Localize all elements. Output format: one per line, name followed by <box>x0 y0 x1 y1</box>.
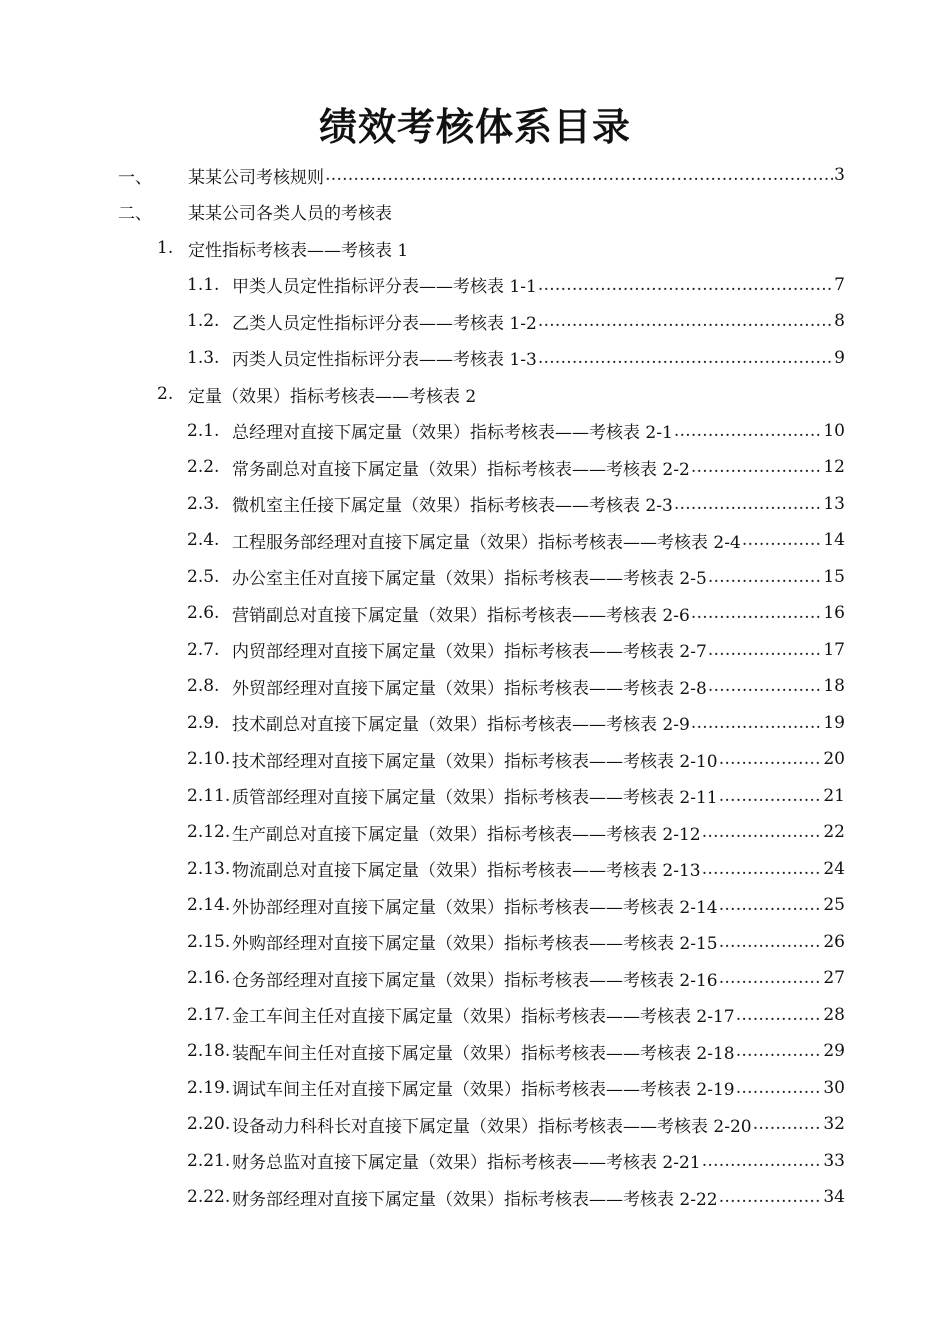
toc-entry-title: 调试车间主任对直接下属定量（效果）指标考核表——考核表 2-19 <box>232 1080 735 1100</box>
toc-entry-number: 2.18. <box>187 1041 231 1061</box>
toc-dot-leader <box>753 1114 823 1134</box>
toc-dot-leader <box>702 822 823 842</box>
toc-dot-leader <box>708 640 823 660</box>
toc-dot-leader <box>538 275 833 295</box>
toc-entry[interactable] <box>187 452 845 482</box>
toc-page-number: 26 <box>823 931 845 952</box>
toc-entry-number: 2.2. <box>187 457 220 477</box>
toc-dot-leader <box>736 1041 823 1061</box>
toc-dot-leader <box>719 895 823 915</box>
toc-entry-title: 工程服务部经理对直接下属定量（效果）指标考核表——考核表 2-4 <box>232 532 741 553</box>
toc-dot-leader <box>538 311 833 331</box>
toc-entry[interactable] <box>187 306 845 336</box>
toc-entry-title: 外协部经理对直接下属定量（效果）指标考核表——考核表 2-14 <box>232 897 718 918</box>
toc-entry[interactable] <box>187 270 845 300</box>
toc-page-number: 12 <box>823 457 845 477</box>
toc-dot-leader <box>702 859 823 879</box>
toc-entry-number: 1. <box>157 238 174 258</box>
toc-page-number: 17 <box>823 639 845 660</box>
toc-entry[interactable] <box>187 890 845 920</box>
toc-page-number: 27 <box>823 968 845 988</box>
toc-entry-number: 2.6. <box>187 603 220 623</box>
toc-entry-number: 2.9. <box>187 712 220 733</box>
toc-dot-leader <box>708 567 823 587</box>
toc-dot-leader <box>708 676 823 696</box>
toc-entry-number: 2.3. <box>187 493 220 514</box>
toc-dot-leader <box>702 1151 823 1171</box>
toc-page-number: 3 <box>834 165 845 185</box>
toc-entry-title: 办公室主任对直接下属定量（效果）指标考核表——考核表 2-5 <box>232 569 707 589</box>
toc-entry-number: 2.22. <box>187 1187 231 1207</box>
toc-entry-number: 2.17. <box>187 1004 231 1025</box>
toc-entry[interactable] <box>187 343 845 373</box>
toc-entry[interactable] <box>187 708 845 738</box>
toc-entry[interactable] <box>187 781 845 811</box>
toc-entry-number: 2.7. <box>187 639 220 660</box>
toc-entry-title: 乙类人员定性指标评分表——考核表 1-2 <box>232 313 537 334</box>
toc-dot-leader <box>691 457 823 477</box>
toc-entry-title: 定量（效果）指标考核表——考核表 2 <box>188 386 477 407</box>
toc-entry[interactable] <box>187 1036 845 1066</box>
toc-entry[interactable] <box>187 817 845 847</box>
toc-entry-title: 质管部经理对直接下属定量（效果）指标考核表——考核表 2-11 <box>232 788 718 808</box>
toc-entry-number: 2.21. <box>187 1150 231 1171</box>
toc-entry-number: 2.11. <box>187 785 231 806</box>
toc-entry-number: 2.8. <box>187 676 220 696</box>
toc-entry[interactable] <box>187 744 845 774</box>
toc-entry[interactable] <box>187 489 845 519</box>
toc-entry-number: 2.1. <box>187 420 220 441</box>
toc-page-number: 34 <box>823 1187 845 1207</box>
toc-entry-title: 财务总监对直接下属定量（效果）指标考核表——考核表 2-21 <box>232 1153 701 1173</box>
toc-entry-title: 甲类人员定性指标评分表——考核表 1-1 <box>232 277 537 297</box>
toc-entry-number: 2.10. <box>187 749 231 769</box>
toc-dot-leader <box>719 786 823 806</box>
toc-entry-title: 装配车间主任对直接下属定量（效果）指标考核表——考核表 2-18 <box>232 1043 735 1064</box>
toc-entry-title: 外购部经理对直接下属定量（效果）指标考核表——考核表 2-15 <box>232 934 718 954</box>
toc-page-number: 8 <box>834 311 845 331</box>
toc-entry[interactable] <box>187 635 845 665</box>
toc-page-number: 24 <box>823 858 845 879</box>
toc-entry-title: 丙类人员定性指标评分表——考核表 1-3 <box>232 350 537 370</box>
toc-entry[interactable] <box>187 927 845 957</box>
toc-entry[interactable] <box>187 854 845 884</box>
toc-dot-leader <box>674 494 823 514</box>
toc-page-number: 22 <box>823 822 845 842</box>
toc-entry-title: 定性指标考核表——考核表 1 <box>188 240 409 261</box>
toc-entry[interactable] <box>187 1073 845 1103</box>
toc-dot-leader <box>538 348 833 368</box>
toc-entry-number: 2.20. <box>187 1114 231 1134</box>
toc-page-number: 32 <box>823 1114 845 1134</box>
toc-dot-leader <box>719 1187 823 1207</box>
toc-page-number: 16 <box>823 603 845 623</box>
toc-entry-number: 2.13. <box>187 858 231 879</box>
toc-entry-number: 2.4. <box>187 530 220 550</box>
toc-entry[interactable] <box>187 671 845 701</box>
document-title: 绩效考核体系目录 <box>318 104 631 149</box>
toc-entry[interactable] <box>118 197 845 227</box>
toc-page-number: 20 <box>823 749 845 769</box>
toc-entry-title: 技术部经理对直接下属定量（效果）指标考核表——考核表 2-10 <box>232 751 718 772</box>
toc-entry-number: 一、 <box>118 167 152 188</box>
toc-entry-number: 2.5. <box>187 566 220 587</box>
toc-page-number: 33 <box>823 1150 845 1171</box>
toc-entry-number: 1.1. <box>187 274 220 295</box>
toc-entry[interactable] <box>187 598 845 628</box>
toc-dot-leader <box>719 749 823 769</box>
toc-dot-leader <box>325 165 833 185</box>
toc-entry-number: 2.14. <box>187 895 231 915</box>
toc-entry[interactable] <box>157 233 845 263</box>
toc-page-number: 19 <box>823 712 845 733</box>
toc-entry-title: 内贸部经理对直接下属定量（效果）指标考核表——考核表 2-7 <box>232 642 707 662</box>
toc-entry[interactable] <box>118 160 845 190</box>
toc-entry-title: 设备动力科科长对直接下属定量（效果）指标考核表——考核表 2-20 <box>232 1116 752 1137</box>
toc-page-number: 25 <box>823 895 845 915</box>
toc-entry-number: 2.15. <box>187 931 231 952</box>
toc-dot-leader <box>736 1078 823 1098</box>
toc-page-number: 30 <box>823 1077 845 1098</box>
toc-entry[interactable] <box>187 963 845 993</box>
toc-dot-leader <box>691 603 823 623</box>
toc-page-number: 29 <box>823 1041 845 1061</box>
toc-page-number: 18 <box>823 676 845 696</box>
toc-entry-number: 2. <box>157 384 174 404</box>
toc-dot-leader <box>742 530 823 550</box>
toc-entry-number: 二、 <box>118 204 152 224</box>
toc-entry-title: 仓务部经理对直接下属定量（效果）指标考核表——考核表 2-16 <box>232 970 718 991</box>
toc-page-number: 7 <box>834 274 845 295</box>
toc-entry[interactable] <box>187 1146 845 1176</box>
toc-dot-leader <box>674 421 823 441</box>
toc-entry-number: 2.16. <box>187 968 231 988</box>
toc-entry[interactable] <box>187 1109 845 1139</box>
toc-page-number: 28 <box>823 1004 845 1025</box>
toc-entry-title: 财务部经理对直接下属定量（效果）指标考核表——考核表 2-22 <box>232 1189 718 1210</box>
toc-dot-leader <box>719 968 823 988</box>
toc-entry-number: 1.3. <box>187 347 220 368</box>
toc-entry[interactable] <box>187 562 845 592</box>
toc-entry[interactable] <box>157 379 845 409</box>
toc-entry-title: 总经理对直接下属定量（效果）指标考核表——考核表 2-1 <box>232 423 673 443</box>
toc-entry-title: 技术副总对直接下属定量（效果）指标考核表——考核表 2-9 <box>232 715 690 735</box>
toc-entry-title: 某某公司各类人员的考核表 <box>188 204 392 224</box>
toc-entry-title: 外贸部经理对直接下属定量（效果）指标考核表——考核表 2-8 <box>232 678 707 699</box>
toc-page-number: 13 <box>823 493 845 514</box>
toc-entry-title: 常务副总对直接下属定量（效果）指标考核表——考核表 2-2 <box>232 459 690 480</box>
toc-page-number: 15 <box>823 566 845 587</box>
toc-dot-leader <box>719 932 823 952</box>
toc-entry-number: 2.12. <box>187 822 231 842</box>
toc-entry-title: 金工车间主任对直接下属定量（效果）指标考核表——考核表 2-17 <box>232 1007 735 1027</box>
toc-entry-number: 1.2. <box>187 311 220 331</box>
toc-entry-title: 生产副总对直接下属定量（效果）指标考核表——考核表 2-12 <box>232 824 701 845</box>
toc-entry[interactable] <box>187 1000 845 1030</box>
toc-page-number: 10 <box>823 420 845 441</box>
toc-page-number: 9 <box>834 347 845 368</box>
toc-entry-title: 微机室主任接下属定量（效果）指标考核表——考核表 2-3 <box>232 496 673 516</box>
toc-entry[interactable] <box>187 1182 845 1212</box>
toc-dot-leader <box>736 1005 823 1025</box>
toc-entry-title: 某某公司考核规则 <box>188 167 324 188</box>
toc-entry-title: 营销副总对直接下属定量（效果）指标考核表——考核表 2-6 <box>232 605 690 626</box>
toc-page-number: 21 <box>823 785 845 806</box>
toc-entry-title: 物流副总对直接下属定量（效果）指标考核表——考核表 2-13 <box>232 861 701 881</box>
toc-entry[interactable] <box>187 416 845 446</box>
toc-page-number: 14 <box>823 530 845 550</box>
toc-entry-number: 2.19. <box>187 1077 231 1098</box>
toc-entry[interactable] <box>187 525 845 555</box>
toc-dot-leader <box>691 713 823 733</box>
